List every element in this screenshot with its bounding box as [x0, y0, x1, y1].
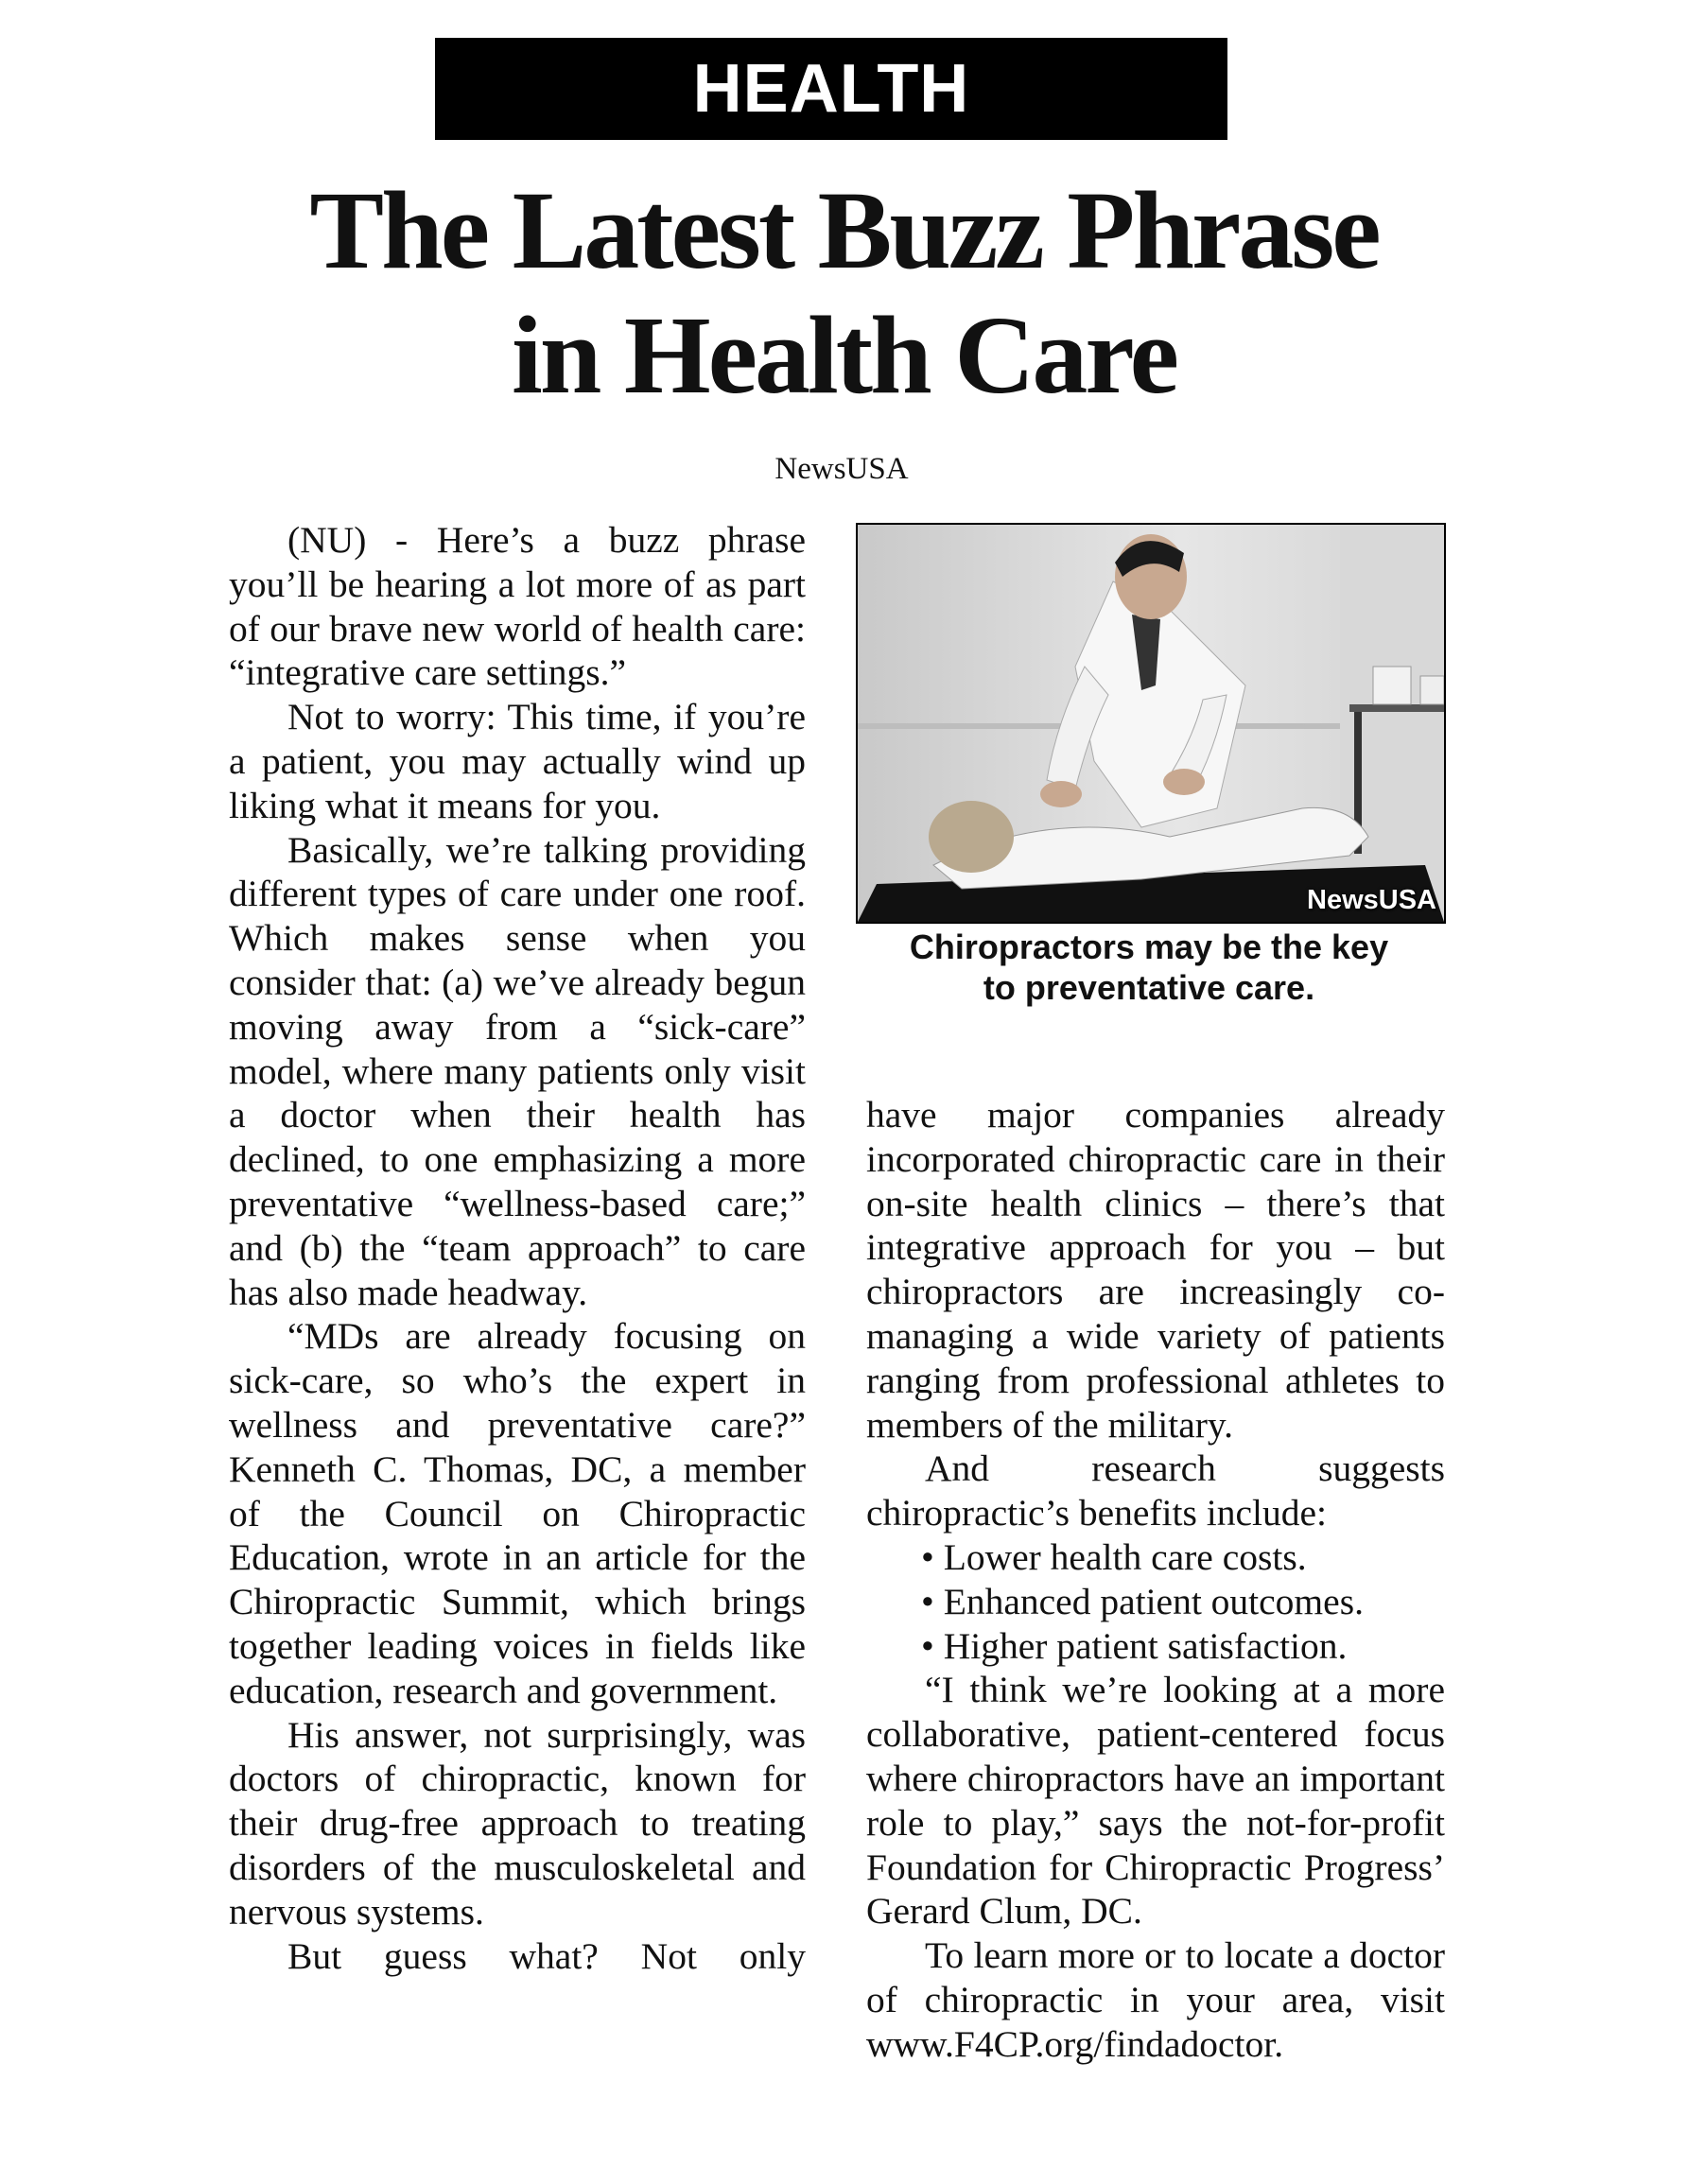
paragraph-his-answer: His answer, not surprisingly, was doctors of chiropractic, known for their drug-free approach to treating disorders of the musculoskeletal and nervous systems. — [229, 1713, 806, 1933]
benefit-item: • Enhanced patient outcomes. — [921, 1580, 1445, 1624]
headline — [142, 168, 1546, 418]
benefit-item: • Lower health care costs. — [921, 1535, 1445, 1580]
headline-line-2: in Health Care — [511, 293, 1177, 417]
headline-line-1: The Latest Buzz Phrase — [309, 168, 1379, 292]
paragraph-guess-what: But guess what? Not only — [287, 1934, 806, 1977]
section-banner: HEALTH — [435, 38, 1227, 140]
paragraph-mds-quote: “MDs are already focusing on sick-care, so who’s the expert in wellness and preventative care?” Kenneth C. Thomas, DC, a member of the Council on Chiropractic Education, wrote in an article for the Chiropractic Summit, which brings together leading voices in fields like education, research and government. — [229, 1315, 806, 1711]
article-left-column — [229, 518, 806, 1978]
byline: NewsUSA — [774, 452, 909, 486]
paragraph-not-to-worry: Not to worry: This time, if you’re a patient, you may actually wind up liking what it means for you. — [229, 696, 806, 826]
paragraph-clum-quote: “I think we’re looking at a more collaborative, patient-centered focus where chiropractors have an important role to play,” says the not-for-profit Foundation for Chiropractic Progress’ Gerard Clum, DC. — [866, 1669, 1445, 1933]
paragraph-research-intro: And research suggests chiropractic’s benefits include: — [866, 1447, 1445, 1534]
photo-credit: NewsUSA — [1307, 885, 1436, 915]
article-right-column — [866, 1093, 1445, 2067]
benefit-item: • Higher patient satisfaction. — [921, 1624, 1445, 1669]
paragraph-continuation: have major companies already incorporated chiropractic care in their on-site health clinics – there’s that integrative approach for you – but chiropractors are increasingly co-managing a wide variety of patients ranging from professional athletes to members of the military. — [866, 1094, 1445, 1446]
photo-caption — [842, 927, 1456, 1008]
benefits-list — [866, 1535, 1445, 1668]
paragraph-intro: (NU) - Here’s a buzz phrase you’ll be hearing a lot more of as part of our brave new world of health care: “integrative care settings.” — [229, 519, 806, 694]
caption-line-1: Chiropractors may be the key — [909, 927, 1389, 966]
chiropractor-photo-illustration — [858, 525, 1444, 922]
paragraph-basically: Basically, we’re talking providing different types of care under one roof. Which makes sense when you consider that: (a) we’ve already begun moving away from a “sick-care” model, where many patients only visit a doctor when their health has declined, to one emphasizing a more preventative “wellness-based care;” and (b) the “team approach” to care has also made headway. — [229, 828, 806, 1313]
caption-line-2: to preventative care. — [983, 968, 1315, 1007]
article-photo — [856, 523, 1446, 924]
paragraph-closing: To learn more or to locate a doctor of chiropractic in your area, visit www.F4CP.org/findadoctor. — [866, 1934, 1445, 2065]
